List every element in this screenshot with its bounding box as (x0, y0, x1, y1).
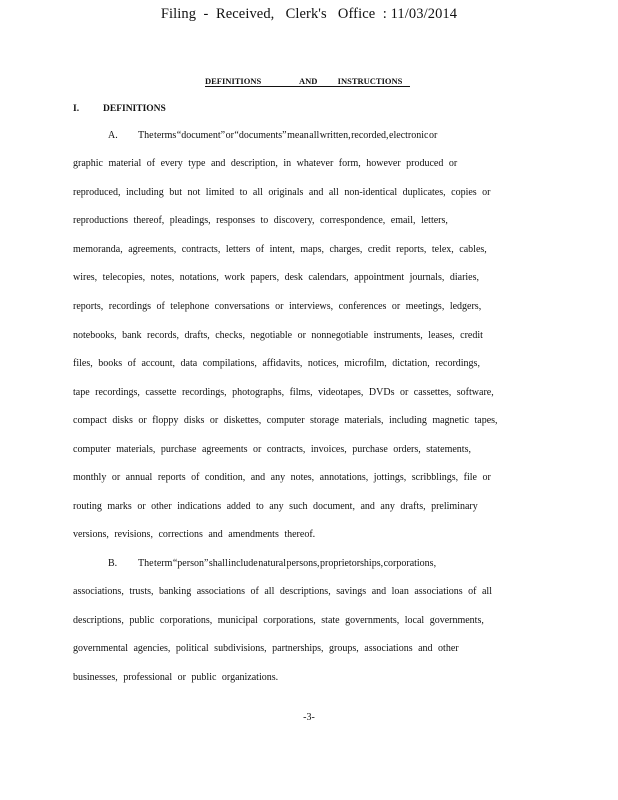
paragraph-b-line: businesses, professional or public organizations. (73, 672, 279, 683)
paragraph-b-line: governmental agencies, political subdivisions, partnerships, groups, associations and other (73, 643, 459, 654)
paragraph-a-line: memoranda, agreements, contracts, letters of intent, maps, charges, credit reports, telex, cables, (73, 244, 487, 255)
paragraph-a-line: notebooks, bank records, drafts, checks, negotiable or nonnegotiable instruments, leases, credit (73, 330, 483, 341)
paragraph-a-line: reports, recordings of telephone conversations or interviews, conferences or meetings, ledgers, (73, 301, 482, 312)
paragraph-a-line: graphic material of every type and description, in whatever form, however produced or (73, 158, 458, 169)
paragraph-b-line: associations, trusts, banking associations of all descriptions, savings and loan associations of all (73, 586, 492, 597)
paragraph-a-line: tape recordings, cassette recordings, photographs, films, videotapes, DVDs or cassettes, software, (73, 387, 494, 398)
paragraph-a-line: monthly or annual reports of condition, and any notes, annotations, jottings, scribblings, file or (73, 472, 491, 483)
paragraph-b-line: descriptions, public corporations, municipal corporations, state governments, local governments, (73, 615, 484, 626)
filing-stamp-header (0, 6, 618, 23)
paragraph-b-line: B. The term “person” shall include natural persons, proprietorships, corporations, (108, 558, 437, 569)
section-title-part3: INSTRUCTIONS (337, 76, 403, 86)
section-title-part1: DEFINITIONS (205, 76, 262, 86)
paragraph-a-line: versions, revisions, corrections and amendments thereof. (73, 529, 316, 540)
page-number: -3- (303, 712, 315, 723)
paragraph-a-line: reproductions thereof, pleadings, responses to discovery, correspondence, email, letters, (73, 215, 448, 226)
section-title (205, 76, 402, 86)
paragraph-a-line: wires, telecopies, notes, notations, work papers, desk calendars, appointment journals, diaries, (73, 272, 480, 283)
paragraph-a-line: A. The terms “document” or “documents” mean all written, recorded, electronic or (108, 130, 438, 141)
paragraph-a-label: A. (108, 130, 118, 141)
paragraph-a-line: reproduced, including but not limited to all originals and all non-identical duplicates, copies or (73, 187, 491, 198)
section-title-underline (205, 86, 410, 87)
paragraph-b-label: B. (108, 558, 118, 569)
section-title-part2: AND (299, 76, 318, 86)
filing-stamp-text: Filing - Received, Clerk's Office : 11/03/2014 (160, 6, 458, 22)
heading-number: I. (73, 104, 80, 114)
paragraph-a-line: compact disks or floppy disks or diskettes, computer storage materials, including magnetic tapes, (73, 415, 498, 426)
paragraph-a-line: computer materials, purchase agreements or contracts, invoices, purchase orders, statements, (73, 444, 471, 455)
definitions-heading (73, 104, 166, 114)
paragraph-a-line: routing marks or other indications added to any such document, and any drafts, preliminary (73, 501, 478, 512)
heading-label: DEFINITIONS (103, 104, 166, 114)
paragraph-a-line: files, books of account, data compilations, affidavits, notices, microfilm, dictation, recordings, (73, 358, 480, 369)
